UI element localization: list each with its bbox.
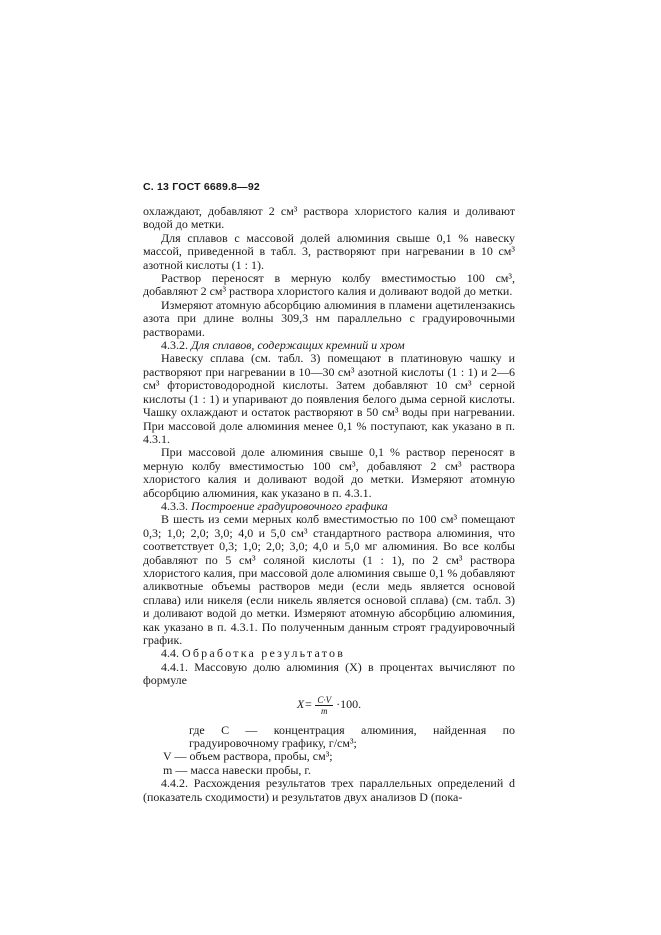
- formula-rhs: ·100.: [336, 697, 362, 712]
- section-heading-4-3-2: [143, 339, 515, 352]
- section-number: 4.3.3.: [161, 498, 188, 513]
- formula-denominator: m: [320, 705, 328, 716]
- paragraph: При массовой доле алюминия свыше 0,1 % раствор переносят в мерную колбу вместимостью 100 см³, добавляют 2 см³ раствора хлористого калия и доливают водой до метки. Измеряют атомную абсорбцию алюминия, как указано в п. 4.3.1.: [143, 445, 515, 500]
- definition-m: m — масса навески пробы, г.: [163, 762, 312, 777]
- section-heading-4-3-3: [143, 500, 515, 513]
- formula-fraction: [315, 695, 333, 716]
- section-heading-4-4: [143, 647, 515, 660]
- section-title: Обработка результатов: [182, 646, 346, 661]
- section-number: 4.3.2.: [161, 338, 188, 353]
- definition-c: где C — концентрация алюминия, найденная по градуировочному графику, г/см³;: [189, 722, 515, 751]
- formula-lhs: X=: [296, 697, 313, 712]
- page-header: С. 13 ГОСТ 6689.8—92: [143, 181, 260, 193]
- paragraph: охлаждают, добавляют 2 см³ раствора хлористого калия и доливают водой до метки.: [143, 204, 515, 232]
- definition-v: V — объем раствора, пробы, см³;: [163, 749, 333, 764]
- section-number: 4.4.: [161, 646, 179, 661]
- section-title: Для сплавов, содержащих кремний и хром: [191, 338, 405, 353]
- paragraph: 4.4.2. Расхождения результатов трех параллельных определений d (показатель сходимости) и результатов двух анализов D (пока-: [143, 776, 515, 804]
- paragraph: Раствор переносят в мерную колбу вместимостью 100 см³, добавляют 2 см³ раствора хлористого калия и доливают водой до метки.: [143, 271, 515, 299]
- variable-definitions: [143, 724, 515, 778]
- formula: [143, 695, 515, 716]
- section-title: Построение градуировочного графика: [191, 498, 388, 513]
- paragraph: В шесть из семи мерных колб вместимостью по 100 см³ помещают 0,3; 1,0; 2,0; 3,0; 4,0 и 5,0 см³ стандартного раствора алюминия, что соответствует 0,3; 1,0; 2,0; 3,0; 4,0 и 5,0 мг алюминия. Во все колбы добавляют по 5 см³ соляной кислоты (1 : 1), по 2 см³ раствора хлористого калия, при массовой доле алюминия свыше 0,1 % добавляют аликвотные объемы растворов меди (если медь является основой сплава) или никеля (если никель является основой сплава) (см. табл. 3) и доливают водой до метки. Измеряют атомную абсорбцию алюминия, как указано в п. 4.3.1. По полученным данным строят градуировочный график.: [143, 512, 515, 647]
- paragraph: 4.4.1. Массовую долю алюминия (X) в процентах вычисляют по формуле: [143, 659, 515, 688]
- formula-numerator: C·V: [317, 694, 332, 705]
- document-body: [143, 205, 515, 804]
- paragraph: Навеску сплава (см. табл. 3) помещают в платиновую чашку и растворяют при нагревании в 10—30 см³ азотной кислоты (1 : 1) и 2—6 см³ фтористоводородной кислоты. Затем добавляют 10 см³ серной кислоты (1 : 1) и упаривают до появления белого дыма серной кислоты. Чашку охлаждают и остаток растворяют в 50 см³ воды при нагревании. При массовой доле алюминия менее 0,1 % поступают, как указано в п. 4.3.1.: [143, 351, 515, 446]
- paragraph: Измеряют атомную абсорбцию алюминия в пламени ацетилензакись азота при длине волны 309,3 нм параллельно с градуировочными растворами.: [143, 297, 515, 339]
- paragraph: Для сплавов с массовой долей алюминия свыше 0,1 % навеску массой, приведенной в табл. 3, растворяют при нагревании в 10 см³ азотной кислоты (1 : 1).: [143, 230, 515, 272]
